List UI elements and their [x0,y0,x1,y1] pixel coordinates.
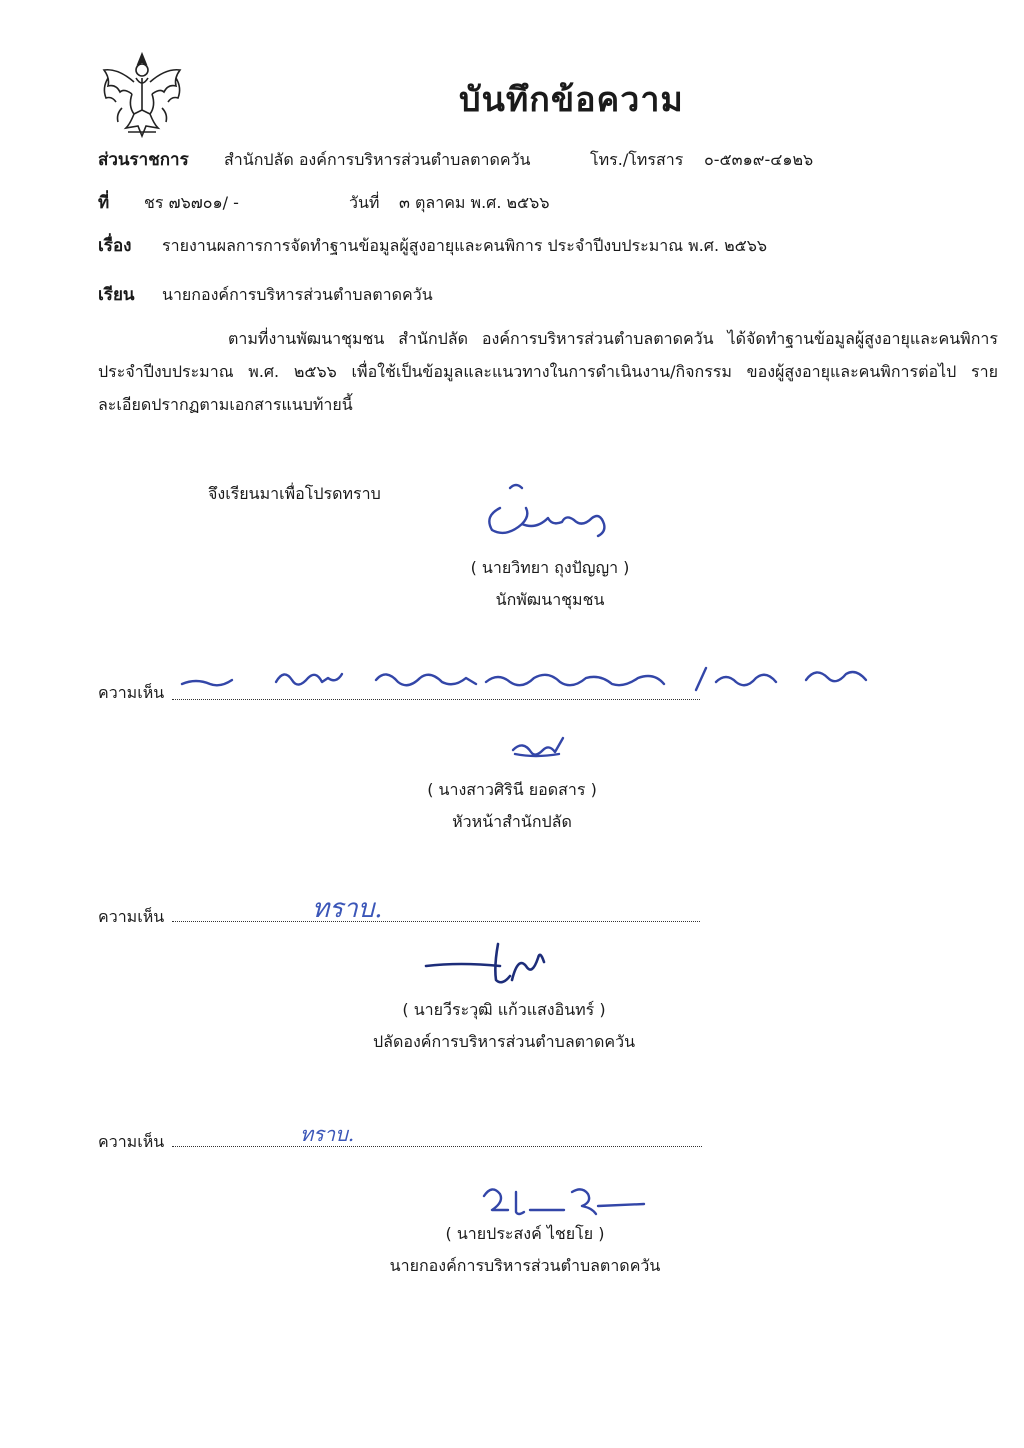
date-label: วันที่ [349,193,380,212]
signature-3 [420,936,550,996]
signer-3-name: ( นายวีระวุฒิ แก้วแสงอินทร์ ) [402,1000,606,1019]
signature-4 [478,1180,648,1224]
signer-1-position: นักพัฒนาชุมชน [495,590,605,609]
date-value: ๓ ตุลาคม พ.ศ. ๒๕๖๖ [399,193,550,212]
opinion-3-label: ความเห็น [98,1132,165,1151]
signer-2-name: ( นางสาวศิรินี ยอดสาร ) [427,780,597,799]
closing-line: จึงเรียนมาเพื่อโปรดทราบ [208,484,381,503]
department-label: ส่วนราชการ [98,150,189,170]
opinion-3-handwriting: ทราบ. [300,1122,355,1146]
subject-label: เรื่อง [98,236,132,256]
recipient-label: เรียน [98,285,135,305]
opinion-2-line [172,921,700,922]
recipient-value: นายกองค์การบริหารส่วนตำบลตาดควัน [162,285,433,304]
opinion-2-label: ความเห็น [98,907,165,926]
body-paragraph: ตามที่งานพัฒนาชุมชน สำนักปลัด องค์การบริหารส่วนตำบลตาดควัน ได้จัดทำฐานข้อมูลผู้สูงอายุและคนพิการ ประจำปีงบประมาณ พ.ศ. ๒๕๖๖ เพื่อใช้เป็นข้อมูลและแนวทางในการดำเนินงาน/กิจกรรม ของผู้สูงอายุและคนพิการต่อไป รายละเอียดปรากฏตามเอกสารแนบท้ายนี้ [98,329,998,414]
opinion-3-line [172,1146,702,1147]
phone-value: ๐-๕๓๑๙-๔๑๒๖ [704,150,814,169]
signer-4-position: นายกองค์การบริหารส่วนตำบลตาดควัน [389,1256,661,1275]
signer-3-position: ปลัดองค์การบริหารส่วนตำบลตาดควัน [372,1032,636,1051]
reference-label: ที่ [98,193,110,213]
reference-value: ชร ๗๖๗๐๑/ - [144,193,239,212]
signer-2-position: หัวหน้าสำนักปลัด [452,812,572,831]
phone-label: โทร./โทรสาร [590,150,684,169]
signer-1-name: ( นายวิทยา ถุงปัญญา ) [470,558,630,577]
department-value: สำนักปลัด องค์การบริหารส่วนตำบลตาดควัน [224,150,531,169]
garuda-emblem-icon [98,48,186,140]
signature-1 [470,468,620,548]
opinion-2-handwriting: ทราบ. [312,894,383,924]
signature-2 [505,730,575,766]
signer-4-name: ( นายประสงค์ ไชยโย ) [445,1224,605,1243]
opinion-1-label: ความเห็น [98,683,165,702]
memo-title: บันทึกข้อความ [459,80,684,120]
opinion-1-handwriting [176,660,876,700]
subject-value: รายงานผลการการจัดทำฐานข้อมูลผู้สูงอายุและคนพิการ ประจำปีงบประมาณ พ.ศ. ๒๕๖๖ [162,236,768,255]
